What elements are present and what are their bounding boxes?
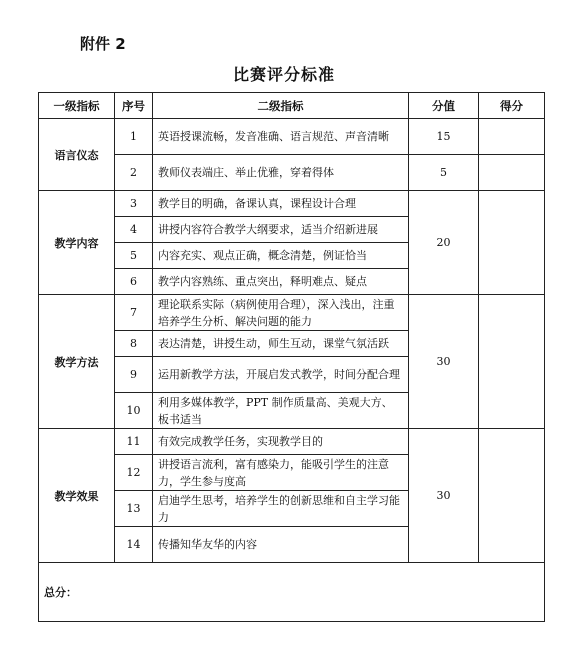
- secondary-indicator: 传播知华友华的内容: [153, 527, 409, 563]
- secondary-indicator: 表达清楚，讲授生动，师生互动，课堂气氛活跃: [153, 331, 409, 357]
- primary-indicator: 教学效果: [39, 429, 115, 563]
- secondary-indicator: 运用新教学方法，开展启发式教学，时间分配合理: [153, 357, 409, 393]
- secondary-indicator: 教学内容熟练、重点突出，释明难点、疑点: [153, 269, 409, 295]
- row-number: 10: [115, 393, 153, 429]
- row-number: 8: [115, 331, 153, 357]
- secondary-indicator: 启迪学生思考，培养学生的创新思维和自主学习能力: [153, 491, 409, 527]
- total-row: [39, 563, 545, 622]
- primary-indicator: 教学方法: [39, 295, 115, 429]
- table-row: [39, 119, 545, 155]
- secondary-indicator: 讲授内容符合教学大纲要求，适当介绍新进展: [153, 217, 409, 243]
- row-number: 13: [115, 491, 153, 527]
- secondary-indicator: 理论联系实际（病例使用合理），深入浅出，注重培养学生分析、解决问题的能力: [153, 295, 409, 331]
- table-row: [39, 155, 545, 191]
- row-number: 7: [115, 295, 153, 331]
- table-row: [39, 295, 545, 331]
- attachment-label: 附件 2: [80, 35, 126, 53]
- obtained-score-cell[interactable]: [479, 155, 545, 191]
- score-value: 5: [409, 155, 479, 191]
- row-number: 4: [115, 217, 153, 243]
- secondary-indicator: 教学目的明确，备课认真，课程设计合理: [153, 191, 409, 217]
- total-score-field[interactable]: [39, 563, 545, 622]
- row-number: 9: [115, 357, 153, 393]
- row-number: 3: [115, 191, 153, 217]
- secondary-indicator: 有效完成教学任务，实现教学目的: [153, 429, 409, 455]
- header-primary: 一级指标: [39, 93, 115, 119]
- document-title: 比赛评分标准: [232, 65, 335, 84]
- row-number: 2: [115, 155, 153, 191]
- secondary-indicator: 教师仪表端庄、举止优雅，穿着得体: [153, 155, 409, 191]
- secondary-indicator: 讲授语言流利，富有感染力，能吸引学生的注意力，学生参与度高: [153, 455, 409, 491]
- secondary-indicator: 内容充实、观点正确，概念清楚，例证恰当: [153, 243, 409, 269]
- primary-indicator: 教学内容: [39, 191, 115, 295]
- row-number: 6: [115, 269, 153, 295]
- row-number: 1: [115, 119, 153, 155]
- primary-indicator: 语言仪态: [39, 119, 115, 191]
- row-number: 14: [115, 527, 153, 563]
- row-number: 5: [115, 243, 153, 269]
- obtained-score-cell[interactable]: [479, 119, 545, 155]
- obtained-score-cell[interactable]: [479, 295, 545, 429]
- header-score: 分值: [409, 93, 479, 119]
- table-header-row: [39, 93, 545, 119]
- table-row: [39, 429, 545, 455]
- secondary-indicator: 英语授课流畅，发音准确、语言规范、声音清晰: [153, 119, 409, 155]
- score-value: 15: [409, 119, 479, 155]
- obtained-score-cell[interactable]: [479, 191, 545, 295]
- row-number: 11: [115, 429, 153, 455]
- scoring-table: [38, 92, 545, 622]
- obtained-score-cell[interactable]: [479, 429, 545, 563]
- total-label: 总分：: [44, 586, 77, 599]
- table-row: [39, 191, 545, 217]
- header-obtained: 得分: [479, 93, 545, 119]
- secondary-indicator: 利用多媒体教学，PPT 制作质量高、美观大方、板书适当: [153, 393, 409, 429]
- header-no: 序号: [115, 93, 153, 119]
- header-secondary: 二级指标: [153, 93, 409, 119]
- row-number: 12: [115, 455, 153, 491]
- score-value: 20: [409, 191, 479, 295]
- score-value: 30: [409, 429, 479, 563]
- score-value: 30: [409, 295, 479, 429]
